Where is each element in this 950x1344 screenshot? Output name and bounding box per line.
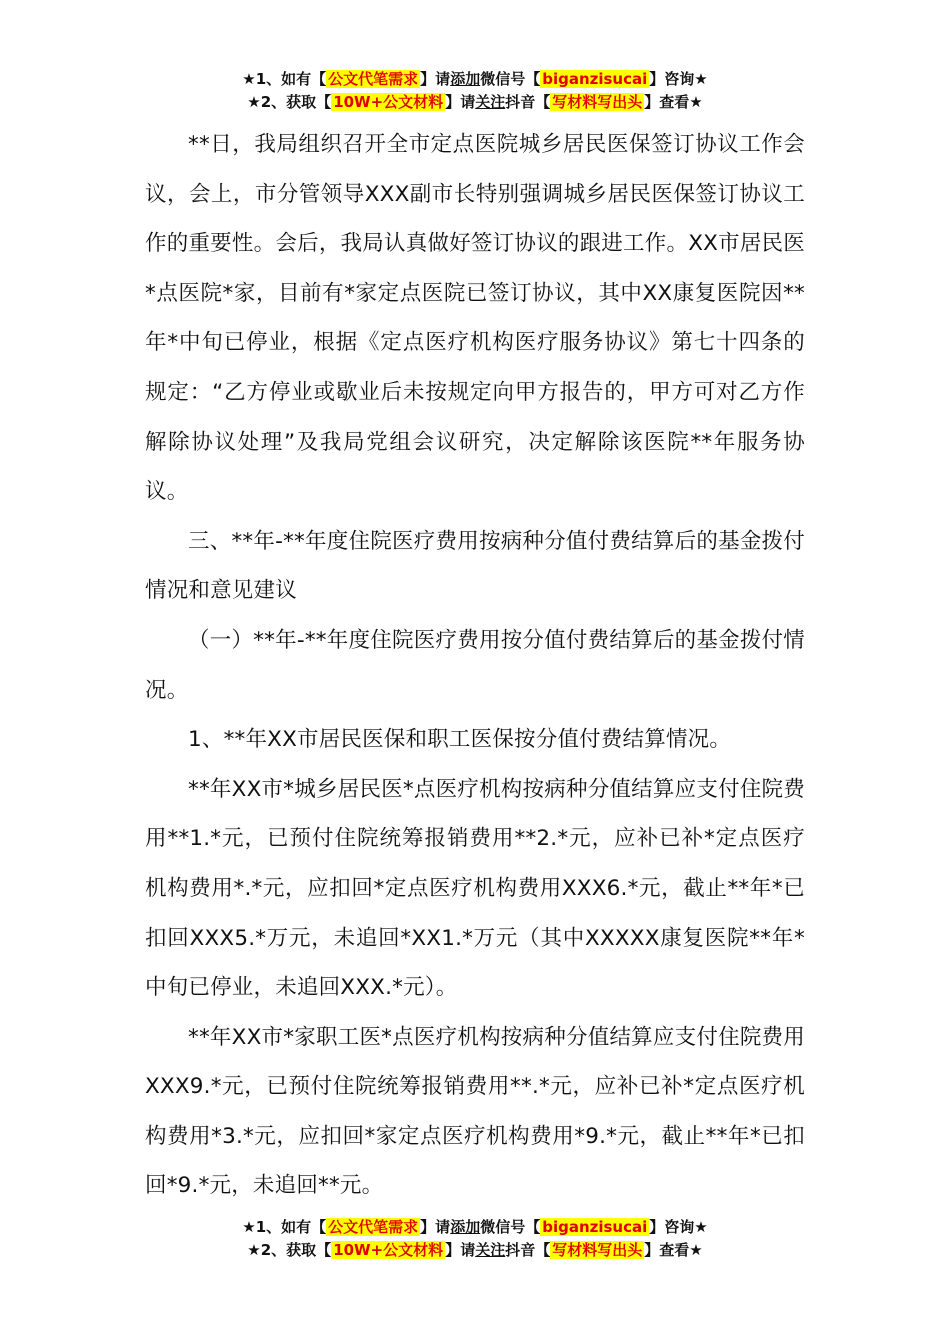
- banner-text: 】咨询★: [649, 70, 708, 88]
- banner-text: 】查看★: [644, 1241, 703, 1259]
- banner-text: 】请: [445, 1241, 476, 1259]
- banner-text: 】请: [420, 1218, 451, 1236]
- footer-banner: [0, 1216, 950, 1262]
- banner-highlight: 写材料写出头: [552, 93, 643, 111]
- banner-highlight: 写材料写出头: [552, 1241, 643, 1259]
- banner-text: 微信号【: [480, 1218, 541, 1236]
- banner-underline: 关注: [475, 1241, 506, 1259]
- banner-text: 】请: [445, 93, 476, 111]
- banner-text: ★2、获取【: [247, 93, 332, 111]
- banner-line-1: [0, 68, 950, 91]
- banner-line-2: [0, 91, 950, 114]
- banner-line-2: [0, 1239, 950, 1262]
- document-body: [145, 120, 805, 1211]
- section-heading: 三、**年-**年度住院医疗费用按病种分值付费结算后的基金拨付情况和意见建议: [145, 528, 805, 604]
- banner-highlight: 公文代笔需求: [328, 1218, 419, 1236]
- banner-text: 】咨询★: [649, 1218, 708, 1236]
- banner-underline: 添加: [450, 1218, 481, 1236]
- header-banner: [0, 68, 950, 114]
- banner-text: ★2、获取【: [247, 1241, 332, 1259]
- subsection-heading: （一）**年-**年度住院医疗费用按分值付费结算后的基金拨付情况。: [145, 627, 805, 703]
- item-heading: 1、**年XX市居民医保和职工医保按分值付费结算情况。: [188, 727, 732, 753]
- banner-highlight: biganzisucai: [542, 70, 648, 88]
- banner-text: ★1、如有【: [242, 1218, 327, 1236]
- banner-highlight: biganzisucai: [542, 1218, 648, 1236]
- paragraph: **年XX市*家职工医*点医疗机构按病种分值结算应支付住院费用XXX9.*元，已预付住院统筹报销费用**.*元，应补已补*定点医疗机构费用*3.*元，应扣回*家定点医疗机构费用*9.*元，截止**年*已扣回*9.*元，未追回**元。: [145, 1024, 805, 1199]
- banner-text: 抖音【: [505, 93, 551, 111]
- paragraph: **年XX市*城乡居民医*点医疗机构按病种分值结算应支付住院费用**1.*元，已预付住院统筹报销费用**2.*元，应补已补*定点医疗机构费用*.*元，应扣回*定点医疗机构费用XXX6.*元，截止**年*已扣回XXX5.*万元，未追回*XX1.*万元（其中XXXXX康复医院**年*中旬已停业，未追回XXX.*元）。: [145, 776, 805, 1001]
- banner-text: 抖音【: [505, 1241, 551, 1259]
- banner-text: ★1、如有【: [242, 70, 327, 88]
- banner-underline: 添加: [450, 70, 481, 88]
- banner-highlight: 10W+公文材料: [333, 93, 444, 111]
- banner-line-1: [0, 1216, 950, 1239]
- banner-text: 微信号【: [480, 70, 541, 88]
- paragraph: **日，我局组织召开全市定点医院城乡居民医保签订协议工作会议，会上，市分管领导XXX副市长特别强调城乡居民医保签订协议工作的重要性。会后，我局认真做好签订协议的跟进工作。XX市居民医*点医院*家，目前有*家定点医院已签订协议，其中XX康复医院因**年*中旬已停业，根据《定点医疗机构医疗服务协议》第七十四条的规定：“乙方停业或歇业后未按规定向甲方报告的，甲方可对乙方作解除协议处理”及我局党组会议研究，决定解除该医院**年服务协议。: [145, 132, 805, 505]
- banner-text: 】查看★: [644, 93, 703, 111]
- banner-highlight: 10W+公文材料: [333, 1241, 444, 1259]
- banner-underline: 关注: [475, 93, 506, 111]
- banner-highlight: 公文代笔需求: [328, 70, 419, 88]
- banner-text: 】请: [420, 70, 451, 88]
